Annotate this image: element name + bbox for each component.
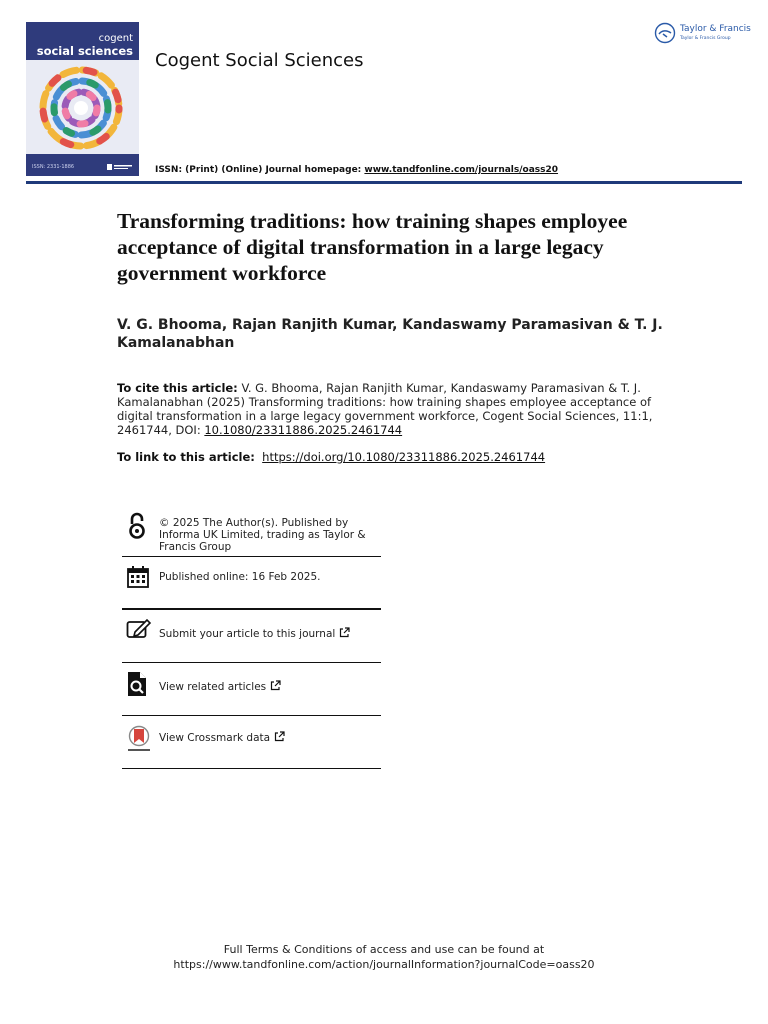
issn-line [155,165,558,175]
crossmark-icon [126,725,152,753]
cover-title-line1: cogent [98,33,133,44]
license-row [122,506,381,557]
link-label: To link to this article: [117,450,255,464]
header-rule [26,181,742,184]
crossmark-link[interactable] [159,731,285,744]
journal-title: Cogent Social Sciences [155,50,364,71]
submit-article-row[interactable] [122,610,381,663]
cover-issn: ISSN: 2331-1886 [32,164,75,170]
terms-url[interactable]: https://www.tandfonline.com/action/journalInformation?journalCode=oass20 [173,958,595,971]
taylor-francis-logo[interactable] [654,22,751,46]
citation-block [117,381,657,437]
published-date: Published online: 16 Feb 2025. [159,571,321,583]
publisher-name: Taylor & Francis [680,24,751,34]
issn-text: ISSN: (Print) (Online) Journal homepage: [155,165,365,175]
tf-logo-icon [654,22,676,44]
article-info-list [122,506,381,769]
article-url-link[interactable]: https://doi.org/10.1080/23311886.2025.2461744 [262,450,546,464]
link-block [117,450,677,464]
cite-text: V. G. Bhooma, Rajan Ranjith Kumar, Kandaswamy Paramasivan & T. J. Kamalanabhan (2025) Transforming traditions: how training shapes employee acceptance of digital transformation in a large legacy government workforce, Cogent Social Sciences, 11:1, 2461744, DOI: [117,381,653,437]
publisher-subname: Taylor & Francis Group [680,36,731,41]
journal-cover[interactable] [26,22,139,176]
related-articles-link[interactable] [159,680,281,693]
license-text: © 2025 The Author(s). Published by Informa UK Limited, trading as Taylor & Francis Group [159,517,366,553]
external-link-icon [339,627,350,638]
open-access-icon [126,512,148,540]
calendar-icon [126,565,150,589]
submit-article-link[interactable] [159,627,350,640]
journal-homepage-link[interactable]: www.tandfonline.com/journals/oass20 [364,165,559,175]
related-articles-icon [126,671,148,697]
cite-label: To cite this article: [117,381,238,395]
terms-footer [0,942,768,972]
external-link-icon [270,680,281,691]
related-articles-label: View related articles [159,681,267,693]
terms-line: Full Terms & Conditions of access and use can be found at [223,943,545,956]
article-title: Transforming traditions: how training shapes employee acceptance of digital transformation in a large legacy government workforce [117,209,628,285]
doi-link[interactable]: 10.1080/23311886.2025.2461744 [204,423,403,437]
related-articles-row[interactable] [122,663,381,716]
crossmark-row[interactable] [122,716,381,769]
cover-title-line2: social sciences [36,44,133,58]
article-authors: V. G. Bhooma, Rajan Ranjith Kumar, Kandaswamy Paramasivan & T. J. Kamalanabhan [117,317,663,351]
crossmark-label: View Crossmark data [159,732,271,744]
external-link-icon [274,731,285,742]
submit-article-label: Submit your article to this journal [159,628,336,640]
cover-artwork [26,60,139,156]
edit-icon [126,618,152,640]
published-row [122,557,381,610]
routledge-logo-icon [107,163,133,171]
